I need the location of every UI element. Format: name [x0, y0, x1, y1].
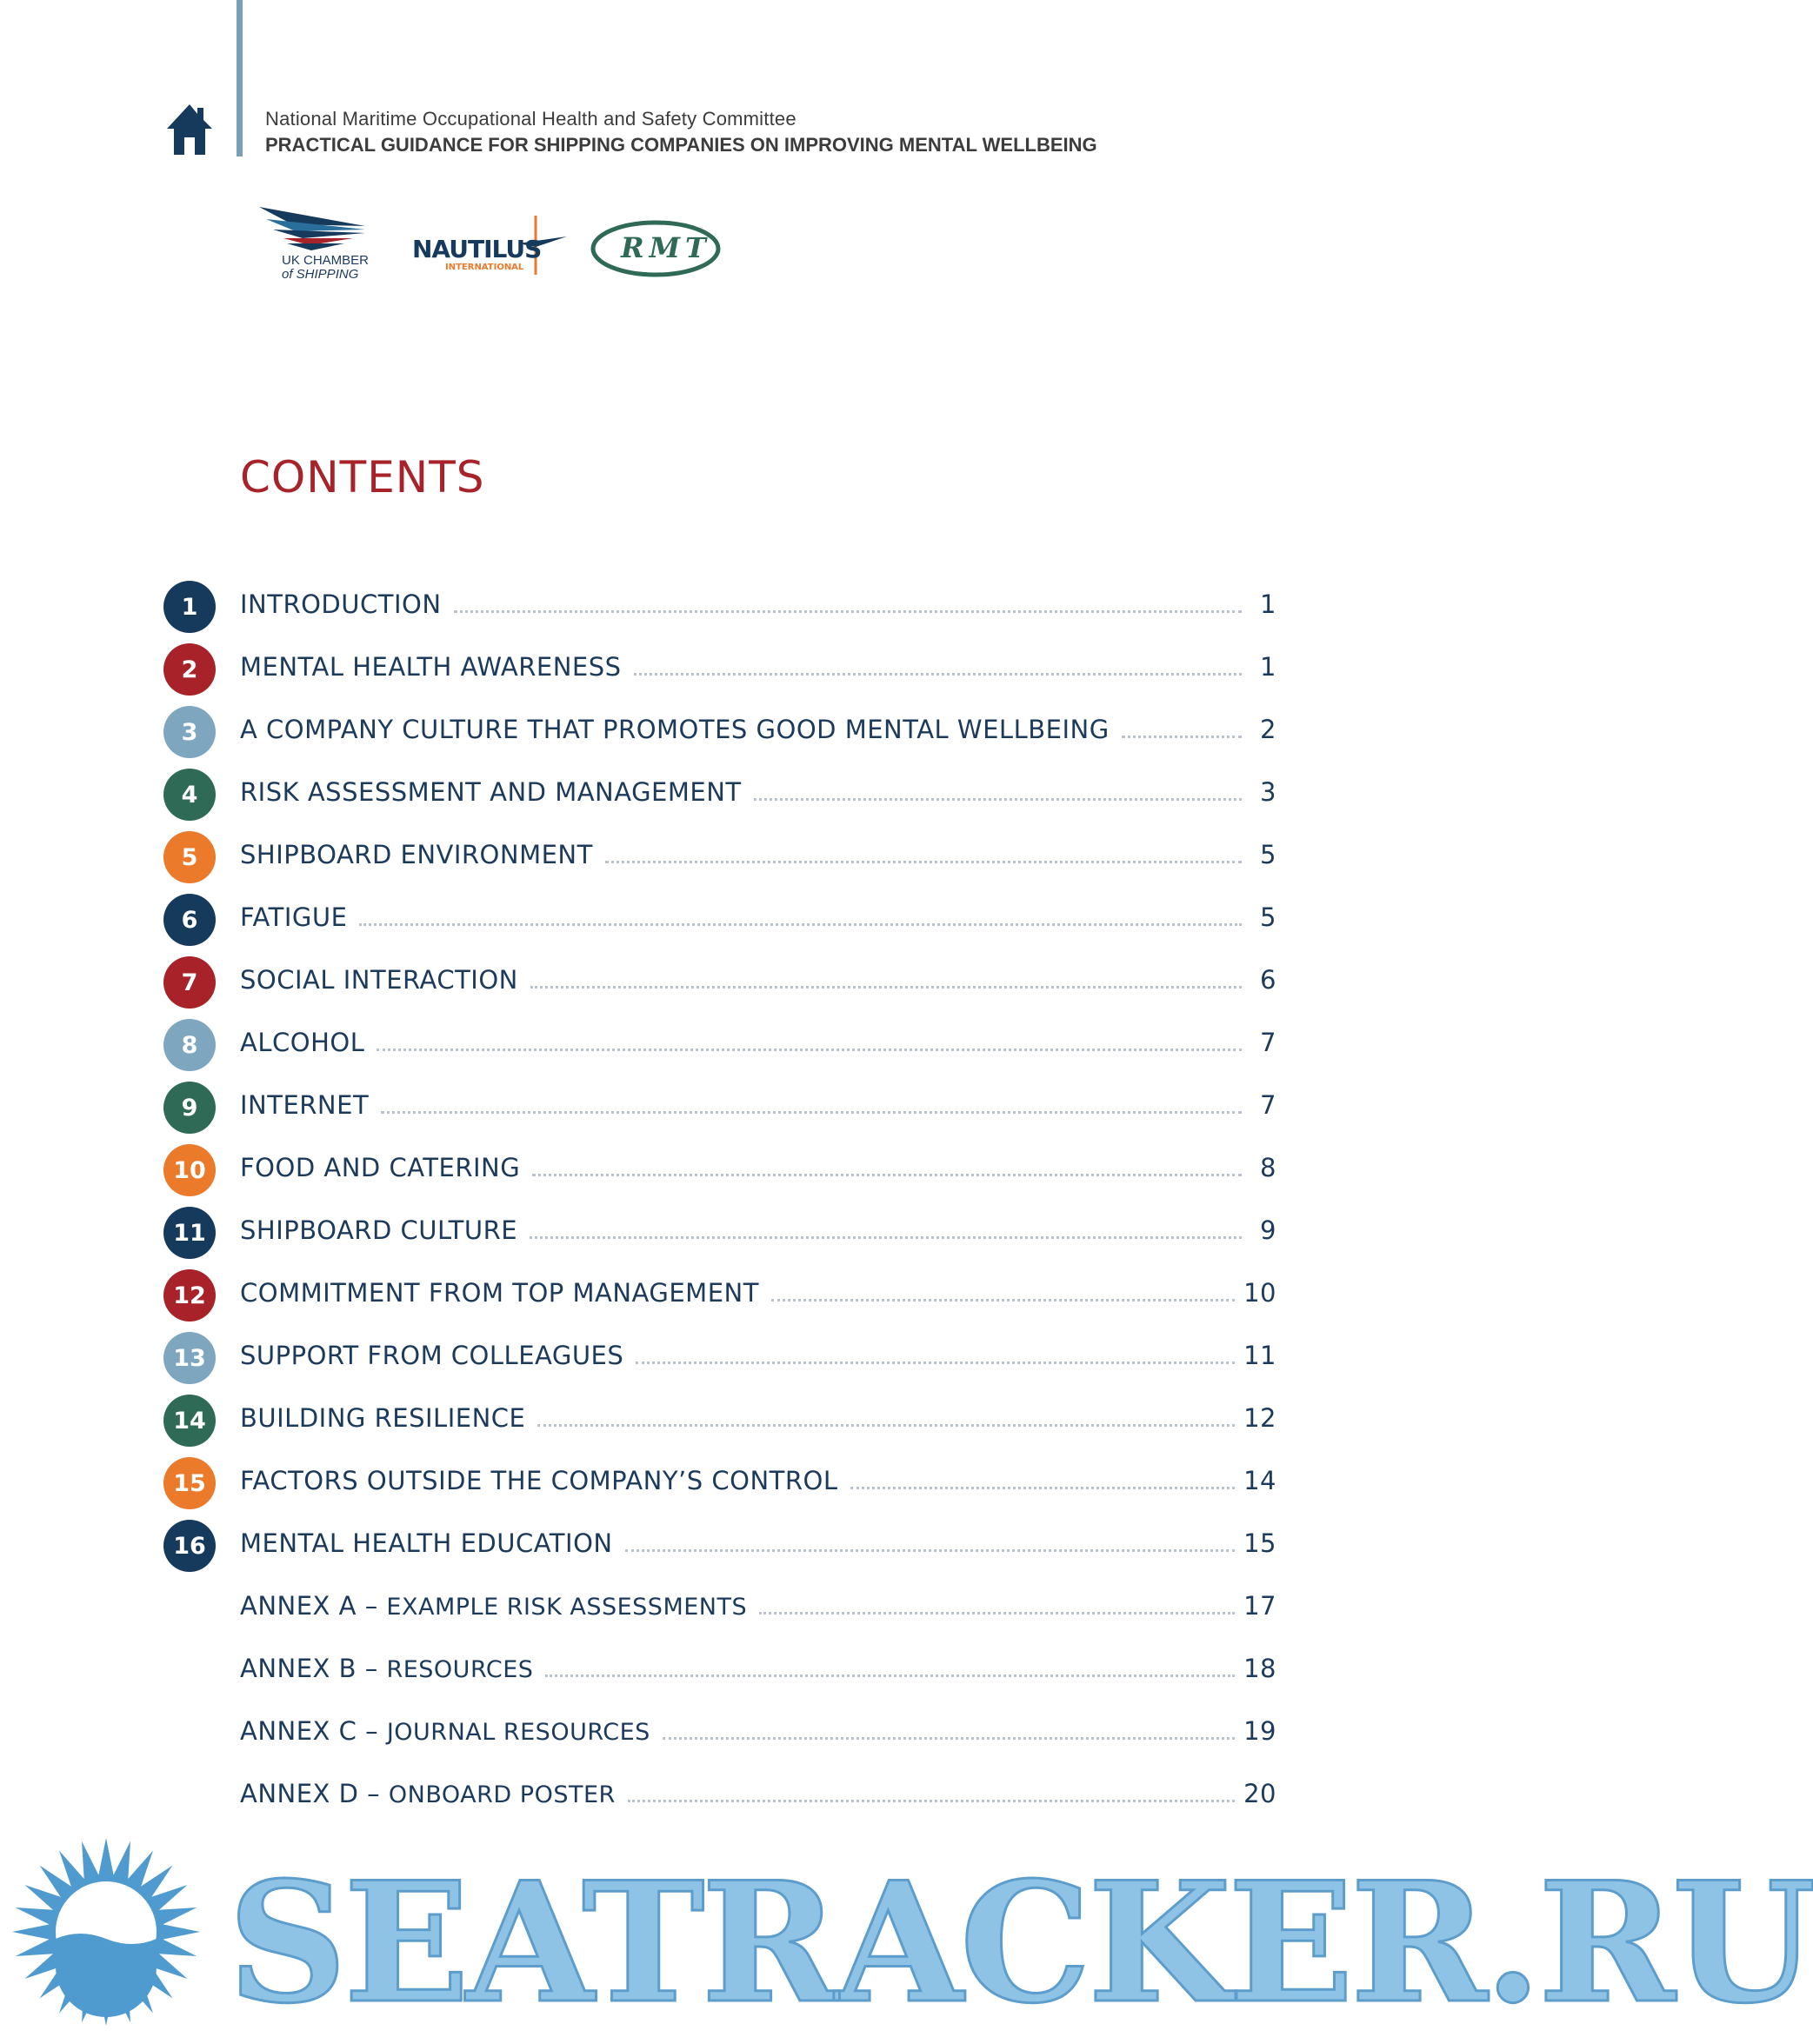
- toc-row[interactable]: [163, 1269, 1276, 1332]
- toc-page-number: 10: [1243, 1278, 1276, 1308]
- toc-entry[interactable]: [240, 1591, 1276, 1621]
- toc-entry-label: [240, 1716, 650, 1746]
- section-number-badge: 1: [163, 581, 216, 633]
- section-number-badge: 15: [163, 1457, 216, 1509]
- toc-entry[interactable]: [240, 840, 1276, 869]
- toc-entry-title: INTRODUCTION: [240, 589, 442, 619]
- toc-entry[interactable]: [240, 1403, 1276, 1433]
- page-title: CONTENTS: [240, 452, 485, 503]
- toc-entry[interactable]: [240, 1466, 1276, 1495]
- toc-entry-title: A COMPANY CULTURE THAT PROMOTES GOOD MENTAL WELLBEING: [240, 715, 1110, 744]
- rmt-logo: [590, 216, 725, 282]
- section-number-badge: 16: [163, 1520, 216, 1572]
- dot-leader: [771, 1299, 1235, 1302]
- toc-row[interactable]: [163, 581, 1276, 643]
- section-number-badge: 11: [163, 1207, 216, 1259]
- nautilus-international-logo: [409, 212, 570, 278]
- section-number-badge: 10: [163, 1144, 216, 1196]
- section-number-badge: 6: [163, 894, 216, 946]
- toc-page-number: 17: [1243, 1591, 1276, 1621]
- dot-leader: [530, 986, 1242, 989]
- watermark-text: SEATRACKER.RU: [228, 1846, 1813, 2040]
- toc-entry-title: MENTAL HEALTH AWARENESS: [240, 652, 622, 682]
- toc-page-number: 8: [1260, 1153, 1276, 1182]
- toc-page-number: 9: [1260, 1215, 1276, 1245]
- toc-entry-label: [240, 589, 442, 619]
- toc-entry[interactable]: [240, 1278, 1276, 1308]
- dot-leader: [605, 861, 1242, 863]
- toc-page-number: 6: [1260, 965, 1276, 995]
- toc-row[interactable]: [163, 956, 1276, 1019]
- toc-row[interactable]: [163, 1395, 1276, 1457]
- toc-entry-title: ANNEX C –: [240, 1716, 387, 1746]
- dot-leader: [625, 1549, 1236, 1552]
- toc-entry[interactable]: [240, 589, 1276, 619]
- dot-leader: [359, 923, 1242, 926]
- dot-leader: [530, 1236, 1242, 1239]
- toc-row[interactable]: [163, 1144, 1276, 1207]
- toc-row[interactable]: [163, 706, 1276, 769]
- toc-entry[interactable]: [240, 1654, 1276, 1683]
- nautilus-logo-name: NAUTILUS: [412, 235, 542, 263]
- committee-name: National Maritime Occupational Health and Safety Committee: [265, 108, 797, 130]
- dot-leader: [454, 610, 1242, 613]
- toc-entry-subtitle: ONBOARD POSTER: [388, 1781, 616, 1808]
- toc-entry-title: ANNEX D –: [240, 1779, 389, 1808]
- toc-page-number: 1: [1260, 652, 1276, 682]
- toc-row[interactable]: [163, 643, 1276, 706]
- toc-row[interactable]: [163, 1645, 1276, 1708]
- toc-row[interactable]: [163, 1332, 1276, 1395]
- toc-entry-label: [240, 652, 622, 682]
- section-number-badge: 4: [163, 769, 216, 821]
- dot-leader: [850, 1487, 1236, 1489]
- toc-entry-label: [240, 777, 742, 807]
- toc-entry-title: BUILDING RESILIENCE: [240, 1403, 526, 1433]
- toc-entry[interactable]: [240, 1215, 1276, 1245]
- document-header: [265, 108, 1097, 156]
- section-number-badge: 13: [163, 1332, 216, 1384]
- toc-entry[interactable]: [240, 1028, 1276, 1057]
- toc-entry-label: [240, 715, 1110, 744]
- section-number-badge: 5: [163, 831, 216, 883]
- toc-entry-subtitle: EXAMPLE RISK ASSESSMENTS: [386, 1594, 748, 1621]
- home-icon[interactable]: [165, 103, 214, 156]
- toc-row[interactable]: [163, 1082, 1276, 1144]
- toc-entry-label: [240, 1278, 759, 1308]
- section-number-badge: 8: [163, 1019, 216, 1071]
- toc-page-number: 20: [1243, 1779, 1276, 1808]
- toc-page-number: 15: [1243, 1528, 1276, 1558]
- dot-leader: [754, 798, 1242, 801]
- toc-entry[interactable]: [240, 1779, 1276, 1808]
- toc-row[interactable]: [163, 894, 1276, 956]
- toc-entry[interactable]: [240, 777, 1276, 807]
- toc-entry-title: ALCOHOL: [240, 1028, 365, 1057]
- toc-entry-label: [240, 902, 347, 932]
- toc-row[interactable]: [163, 1708, 1276, 1770]
- toc-entry-title: MENTAL HEALTH EDUCATION: [240, 1528, 613, 1558]
- section-number-badge: 7: [163, 956, 216, 1009]
- toc-entry-title: FATIGUE: [240, 902, 348, 932]
- toc-entry-label: [240, 1779, 616, 1808]
- toc-entry-label: [240, 1028, 364, 1057]
- toc-page-number: 11: [1243, 1341, 1276, 1370]
- toc-entry-title: SUPPORT FROM COLLEAGUES: [240, 1341, 624, 1370]
- toc-row[interactable]: [163, 1457, 1276, 1520]
- header-divider: [237, 0, 243, 156]
- toc-page-number: 18: [1243, 1654, 1276, 1683]
- toc-entry[interactable]: [240, 1090, 1276, 1120]
- rmt-logo-name: RMT: [621, 231, 711, 264]
- dot-leader: [1122, 736, 1242, 738]
- dot-leader: [628, 1800, 1235, 1802]
- toc-entry[interactable]: [240, 652, 1276, 682]
- toc-row[interactable]: [163, 1207, 1276, 1269]
- section-number-badge: 9: [163, 1082, 216, 1134]
- toc-entry-label: [240, 1654, 533, 1683]
- dot-leader: [377, 1049, 1242, 1051]
- dot-leader: [634, 673, 1242, 676]
- dot-leader: [545, 1674, 1235, 1677]
- toc-entry-label: [240, 1090, 369, 1120]
- toc-entry-title: ANNEX B –: [240, 1654, 387, 1683]
- toc-row[interactable]: [163, 1770, 1276, 1833]
- toc-entry-label: [240, 1528, 613, 1558]
- toc-page-number: 2: [1260, 715, 1276, 744]
- dot-leader: [636, 1362, 1235, 1364]
- toc-entry-title: ANNEX A –: [240, 1591, 387, 1621]
- table-of-contents: [163, 581, 1276, 1833]
- document-title: PRACTICAL GUIDANCE FOR SHIPPING COMPANIES ON IMPROVING MENTAL WELLBEING: [265, 134, 1097, 156]
- toc-page-number: 7: [1260, 1090, 1276, 1120]
- toc-page-number: 3: [1260, 777, 1276, 807]
- toc-row[interactable]: [163, 831, 1276, 894]
- toc-entry[interactable]: [240, 965, 1276, 995]
- toc-page-number: 14: [1243, 1466, 1276, 1495]
- dot-leader: [663, 1737, 1235, 1740]
- toc-entry-label: [240, 965, 518, 995]
- section-number-badge: 12: [163, 1269, 216, 1322]
- toc-entry-label: [240, 840, 593, 869]
- toc-entry-label: [240, 1466, 838, 1495]
- toc-row[interactable]: [163, 769, 1276, 831]
- toc-entry[interactable]: [240, 1153, 1276, 1182]
- toc-entry[interactable]: [240, 1341, 1276, 1370]
- toc-entry-title: SHIPBOARD CULTURE: [240, 1215, 518, 1245]
- uk-chamber-of-shipping-logo: [257, 205, 370, 285]
- uk-chamber-logo-line1: UK CHAMBER: [282, 253, 370, 268]
- toc-row[interactable]: [163, 1582, 1276, 1645]
- toc-entry-title: COMMITMENT FROM TOP MANAGEMENT: [240, 1278, 759, 1308]
- toc-entry-title: SOCIAL INTERACTION: [240, 965, 518, 995]
- toc-entry[interactable]: [240, 902, 1276, 932]
- toc-entry-title: RISK ASSESSMENT AND MANAGEMENT: [240, 777, 742, 807]
- toc-entry-subtitle: JOURNAL RESOURCES: [386, 1719, 650, 1746]
- nautilus-logo-sub: INTERNATIONAL: [445, 263, 524, 272]
- toc-page-number: 1: [1260, 589, 1276, 619]
- toc-entry[interactable]: [240, 1528, 1276, 1558]
- toc-page-number: 19: [1243, 1716, 1276, 1746]
- toc-entry-label: [240, 1403, 525, 1433]
- toc-entry[interactable]: [240, 715, 1276, 744]
- dot-leader: [537, 1424, 1235, 1427]
- toc-page-number: 5: [1260, 902, 1276, 932]
- toc-entry-title: FACTORS OUTSIDE THE COMPANY’S CONTROL: [240, 1466, 838, 1495]
- toc-entry-label: [240, 1215, 517, 1245]
- dot-leader: [381, 1111, 1242, 1114]
- uk-chamber-logo-line2: of SHIPPING: [282, 267, 359, 282]
- toc-entry-label: [240, 1341, 623, 1370]
- toc-entry-label: [240, 1591, 747, 1621]
- toc-entry-title: INTERNET: [240, 1090, 370, 1120]
- toc-entry-title: SHIPBOARD ENVIRONMENT: [240, 840, 593, 869]
- toc-entry-title: FOOD AND CATERING: [240, 1153, 521, 1182]
- toc-entry[interactable]: [240, 1716, 1276, 1746]
- dot-leader: [759, 1612, 1235, 1615]
- toc-row[interactable]: [163, 1520, 1276, 1582]
- toc-page-number: 7: [1260, 1028, 1276, 1057]
- toc-page-number: 12: [1243, 1403, 1276, 1433]
- toc-entry-subtitle: RESOURCES: [386, 1656, 534, 1683]
- toc-page-number: 5: [1260, 840, 1276, 869]
- section-number-badge: 2: [163, 643, 216, 696]
- section-number-badge: 14: [163, 1395, 216, 1447]
- dot-leader: [532, 1174, 1242, 1176]
- section-number-badge: 3: [163, 706, 216, 758]
- toc-entry-label: [240, 1153, 520, 1182]
- toc-row[interactable]: [163, 1019, 1276, 1082]
